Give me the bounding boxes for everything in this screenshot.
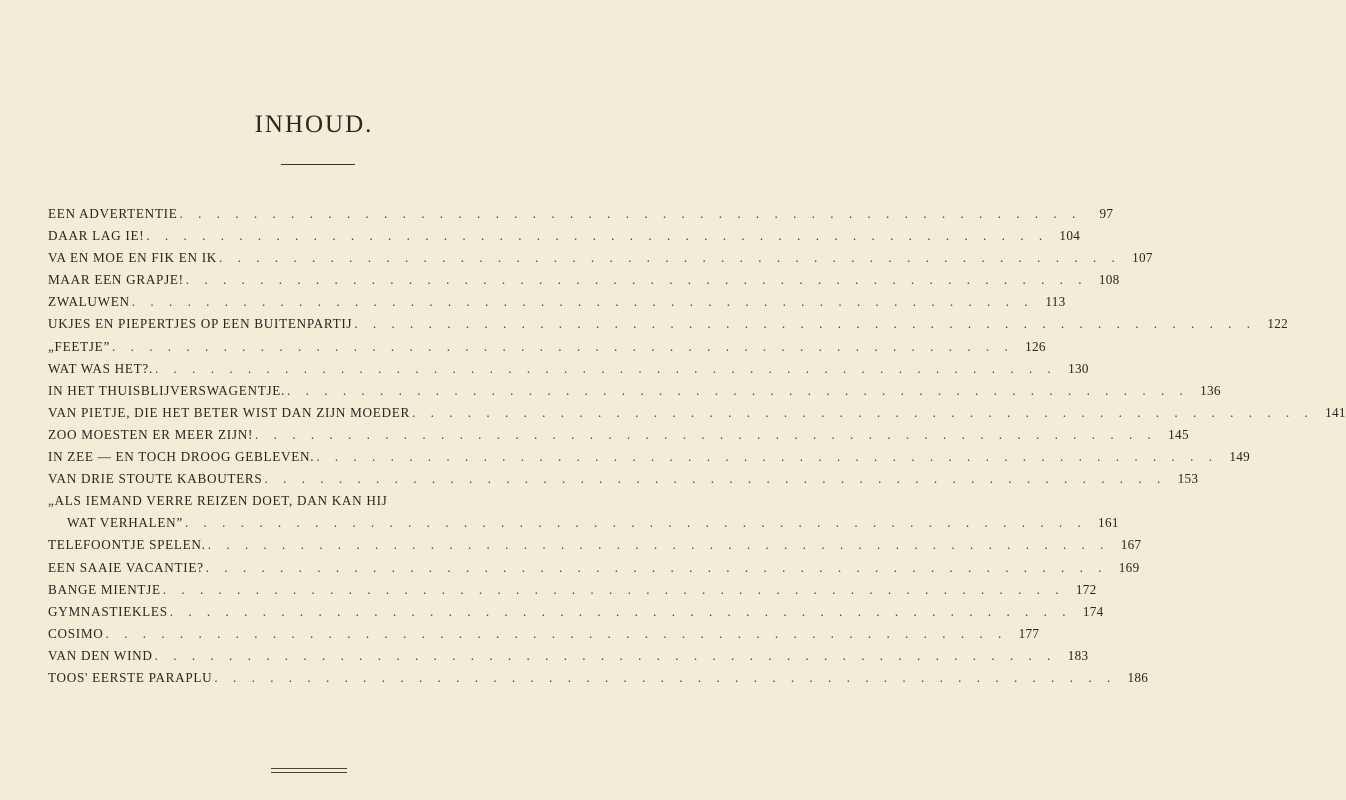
toc-entry-page-number: 141	[1325, 404, 1346, 420]
toc-entry	[48, 645, 1089, 667]
toc-entry	[48, 291, 1066, 313]
toc-entry-title: VAN PIETJE, DIE HET BETER WIST DAN ZIJN MOEDER	[48, 404, 410, 420]
toc-entry-title: IN ZEE — EN TOCH DROOG GEBLEVEN.	[48, 449, 315, 465]
table-of-contents	[48, 203, 1346, 689]
toc-entry-title: VAN DEN WIND	[48, 647, 153, 663]
dot-leader: . . . . . . . . . . . . . . . . . . . . . . . . . . . . . . . . . . . . . . . . . . . . . . . . .	[264, 471, 1167, 487]
toc-entry-page-number: 113	[1045, 294, 1066, 310]
toc-entry-title: BANGE MIENTJE	[48, 581, 161, 597]
toc-entry	[48, 557, 1140, 579]
dot-leader: . . . . . . . . . . . . . . . . . . . . . . . . . . . . . . . . . . . . . . . . . . . . . . . . .	[169, 603, 1072, 619]
toc-entry-page-number: 130	[1068, 360, 1089, 376]
toc-entry-page-number: 174	[1082, 603, 1104, 619]
dot-leader: . . . . . . . . . . . . . . . . . . . . . . . . . . . . . . . . . . . . . . . . . . . . . . . . .	[287, 382, 1189, 398]
toc-entry-title: UKJES EN PIEPERTJES OP EEN BUITENPARTIJ	[48, 316, 353, 332]
toc-entry-title: VA EN MOE EN FIK EN IK	[48, 250, 218, 266]
toc-entry-title: VAN DRIE STOUTE KABOUTERS	[48, 471, 263, 487]
toc-entry-page-number: 104	[1059, 228, 1081, 244]
toc-entry-title: TOOS' EERSTE PARAPLU	[48, 669, 213, 685]
toc-entry-page-number: 126	[1025, 338, 1046, 354]
toc-entry-title: TELEFOONTJE SPELEN.	[48, 537, 206, 553]
toc-entry-page-number: 161	[1098, 515, 1119, 531]
toc-entry	[48, 203, 1114, 225]
toc-entry-page-number: 169	[1118, 559, 1140, 575]
toc-entry-title: WAT WAS HET?.	[48, 360, 153, 376]
dot-leader: . . . . . . . . . . . . . . . . . . . . . . . . . . . . . . . . . . . . . . . . . . . . . . . . .	[146, 228, 1049, 244]
dot-leader: . . . . . . . . . . . . . . . . . . . . . . . . . . . . . . . . . . . . . . . . . . . . . . . . .	[219, 250, 1121, 266]
dot-leader: . . . . . . . . . . . . . . . . . . . . . . . . . . . . . . . . . . . . . . . . . . . . . . . . .	[112, 338, 1014, 354]
toc-entry-page-number: 108	[1098, 272, 1120, 288]
toc-entry-title: MAAR EEN GRAPJE!	[48, 272, 184, 288]
dot-leader: . . . . . . . . . . . . . . . . . . . . . . . . . . . . . . . . . . . . . . . . . . . . . . . . .	[154, 647, 1057, 663]
page-title: INHOUD.	[254, 111, 374, 138]
dot-leader: . . . . . . . . . . . . . . . . . . . . . . . . . . . . . . . . . . . . . . . . . . . . . . . . .	[255, 426, 1157, 442]
toc-entry-page-number: 183	[1067, 647, 1089, 663]
toc-entry	[48, 667, 1149, 689]
toc-entry-title: IN HET THUISBLIJVERSWAGENTJE.	[48, 382, 286, 398]
toc-entry	[48, 623, 1040, 645]
dot-leader: . . . . . . . . . . . . . . . . . . . . . . . . . . . . . . . . . . . . . . . . . . . . . . . . .	[162, 581, 1065, 597]
dot-leader: . . . . . . . . . . . . . . . . . . . . . . . . . . . . . . . . . . . . . . . . . . . . . . . . .	[185, 272, 1088, 288]
toc-entry-title: COSIMO	[48, 625, 104, 641]
dot-leader: . . . . . . . . . . . . . . . . . . . . . . . . . . . . . . . . . . . . . . . . . . . . . . . . .	[354, 316, 1257, 332]
toc-entry-title: „ALS IEMAND VERRE REIZEN DOET, DAN KAN HIJ	[48, 493, 388, 509]
dot-leader: . . . . . . . . . . . . . . . . . . . . . . . . . . . . . . . . . . . . . . . . . . . . . . . . .	[412, 404, 1314, 420]
dot-leader: . . . . . . . . . . . . . . . . . . . . . . . . . . . . . . . . . . . . . . . . . . . . . . . . .	[184, 515, 1087, 531]
toc-entry-page-number: 97	[1099, 206, 1114, 221]
toc-entry-page-number: 122	[1267, 316, 1289, 332]
toc-entry-page-number: 149	[1229, 449, 1251, 465]
toc-entry-page-number: 107	[1132, 250, 1153, 266]
toc-entry	[48, 358, 1089, 380]
toc-entry	[48, 534, 1142, 556]
toc-entry	[48, 313, 1289, 335]
toc-entry	[48, 446, 1251, 468]
toc-entry	[48, 380, 1221, 402]
toc-entry-title: „FEETJE”	[48, 338, 110, 354]
title-divider	[281, 164, 355, 165]
dot-leader: . . . . . . . . . . . . . . . . . . . . . . . . . . . . . . . . . . . . . . . . . . . . . . . . .	[179, 206, 1082, 221]
dot-leader: . . . . . . . . . . . . . . . . . . . . . . . . . . . . . . . . . . . . . . . . . . . . . . . . .	[214, 669, 1117, 685]
dot-leader: . . . . . . . . . . . . . . . . . . . . . . . . . . . . . . . . . . . . . . . . . . . . . . . . .	[205, 559, 1108, 575]
toc-entry	[48, 225, 1081, 247]
toc-entry-title: EEN SAAIE VACANTIE?	[48, 559, 204, 575]
bottom-ornament-rule	[271, 768, 347, 773]
toc-entry-page-number: 177	[1018, 625, 1040, 641]
toc-entry-title: ZOO MOESTEN ER MEER ZIJN!	[48, 426, 254, 442]
toc-entry-continuation	[48, 512, 1119, 534]
toc-entry	[48, 424, 1189, 446]
toc-entry-page-number: 167	[1120, 537, 1142, 553]
toc-entry-page-number: 186	[1127, 669, 1149, 685]
dot-leader: . . . . . . . . . . . . . . . . . . . . . . . . . . . . . . . . . . . . . . . . . . . . . . . . .	[131, 294, 1034, 310]
toc-entry-page-number: 153	[1177, 471, 1199, 487]
toc-entry	[48, 269, 1120, 291]
dot-leader: . . . . . . . . . . . . . . . . . . . . . . . . . . . . . . . . . . . . . . . . . . . . . . . . .	[154, 360, 1057, 376]
dot-leader: . . . . . . . . . . . . . . . . . . . . . . . . . . . . . . . . . . . . . . . . . . . . . . . . .	[316, 449, 1219, 465]
dot-leader: . . . . . . . . . . . . . . . . . . . . . . . . . . . . . . . . . . . . . . . . . . . . . . . . .	[207, 537, 1110, 553]
toc-entry-title: ZWALUWEN	[48, 294, 130, 310]
toc-entry-title: EEN ADVERTENTIE	[48, 206, 178, 221]
toc-entry-title: DAAR LAG IE!	[48, 228, 145, 244]
toc-entry-page-number: 172	[1075, 581, 1097, 597]
toc-entry	[48, 579, 1097, 601]
toc-entry	[48, 490, 586, 512]
toc-entry	[48, 601, 1104, 623]
toc-entry-title: GYMNASTIEKLES	[48, 603, 168, 619]
dot-leader: . . . . . . . . . . . . . . . . . . . . . . . . . . . . . . . . . . . . . . . . . . . . . . . . .	[105, 625, 1008, 641]
toc-entry-page-number: 136	[1200, 382, 1221, 398]
toc-entry-title-continued: WAT VERHALEN”	[67, 515, 183, 531]
toc-entry	[48, 468, 1199, 490]
toc-entry	[48, 402, 1346, 424]
toc-entry	[48, 247, 1153, 269]
toc-entry	[48, 336, 1046, 358]
toc-entry-page-number: 145	[1168, 426, 1189, 442]
